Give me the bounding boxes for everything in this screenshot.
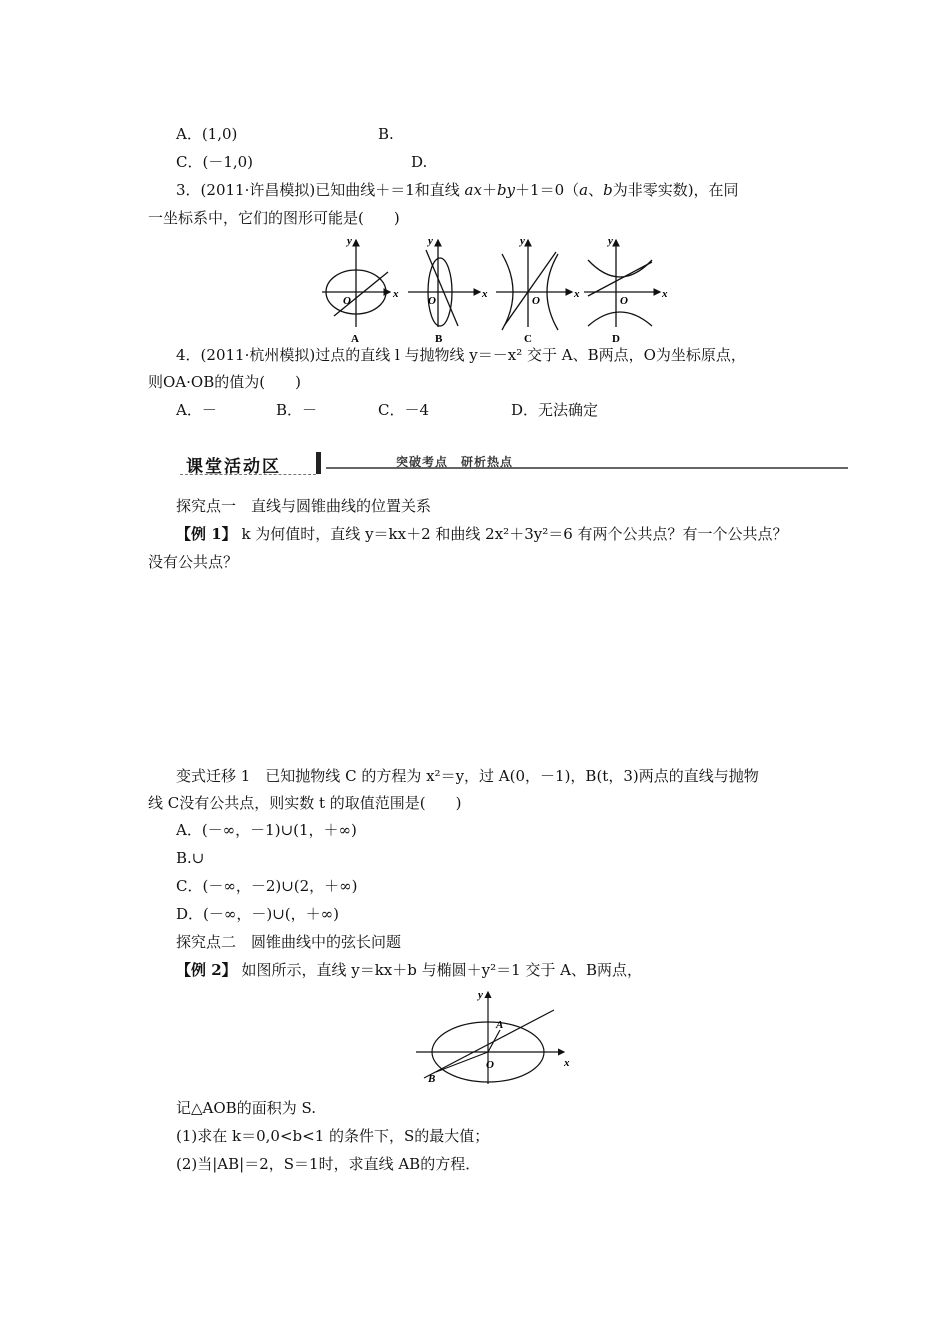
graph-d bbox=[584, 240, 660, 327]
q4-line-2: 则OA·OB的值为( ) bbox=[148, 373, 301, 391]
graph-a-x-label: x bbox=[393, 288, 399, 300]
example-1-line-2: 没有公共点？ bbox=[148, 553, 239, 571]
q3-line-1-mid: ＝0（ bbox=[539, 181, 580, 199]
example-1-text: k 为何值时，直线 y＝kx＋2 和曲线 2x²＋3y²＝6 有两个公共点？有一个公共点？ bbox=[241, 525, 788, 543]
graph-a-y-label: y bbox=[347, 235, 352, 247]
q2-option-c: C．(－1,0) bbox=[176, 153, 254, 171]
section-banner-dash bbox=[180, 474, 316, 475]
q3-figure bbox=[318, 232, 668, 348]
graph-b-origin: O bbox=[428, 295, 436, 307]
graph-b bbox=[408, 240, 480, 327]
graph-a bbox=[322, 240, 390, 327]
section-banner-bar bbox=[316, 452, 321, 474]
ex2-x-label: x bbox=[564, 1057, 570, 1069]
variant-1-line-2: 线 C没有公共点，则实数 t 的取值范围是( ) bbox=[148, 794, 462, 812]
example-2-svg bbox=[414, 986, 574, 1086]
graph-c-x-label: x bbox=[574, 288, 580, 300]
example-1-tag: 【例 1】 bbox=[176, 525, 237, 543]
q4-option-b: B．－ bbox=[276, 401, 318, 419]
ex2-point-a-label: A bbox=[496, 1019, 504, 1031]
graph-a-label: A bbox=[351, 333, 359, 345]
graph-d-y-label: y bbox=[608, 235, 613, 247]
variant-1-option-d: D．(－∞，－)∪(，＋∞) bbox=[176, 905, 339, 923]
ex2-segment-ob bbox=[436, 1052, 488, 1072]
q4-option-a: A．－ bbox=[176, 401, 217, 419]
graph-b-y-label: y bbox=[428, 235, 433, 247]
q4-option-c: C．－4 bbox=[378, 401, 430, 419]
q3-line-1-pre: 3．(2011·许昌模拟)已知曲线＋＝1和直线 bbox=[176, 181, 460, 199]
graph-a-origin: O bbox=[343, 295, 351, 307]
section-banner-title: 课堂活动区 bbox=[186, 457, 281, 477]
example-2-text: 如图所示，直线 y＝kx＋b 与椭圆＋y²＝1 交于 A、B两点， bbox=[241, 961, 643, 979]
graph-c-y-label: y bbox=[520, 235, 525, 247]
example-2-line-1 bbox=[176, 960, 642, 980]
example-2-tag: 【例 2】 bbox=[176, 961, 237, 979]
q2-option-b: B. bbox=[378, 125, 394, 143]
example-2-figure bbox=[414, 986, 574, 1086]
q4-option-d: D．无法确定 bbox=[511, 401, 599, 419]
ex2-point-b-label: B bbox=[428, 1073, 436, 1085]
q2-option-a: A．(1,0) bbox=[176, 125, 238, 143]
q4-line-1: 4．(2011·杭州模拟)过点的直线 l 与抛物线 y＝－x² 交于 A、B两点，O为坐标原点， bbox=[176, 346, 746, 364]
section-banner bbox=[176, 450, 848, 478]
q3-graphs-svg bbox=[318, 232, 668, 348]
section-banner-subtitle: 突破考点 研析热点 bbox=[396, 455, 514, 469]
q2-option-d: D. bbox=[411, 153, 428, 171]
variant-1-option-b: B.∪ bbox=[176, 849, 205, 867]
variant-1-option-c: C．(－∞，－2)∪(2，＋∞) bbox=[176, 877, 358, 895]
graph-b-label: B bbox=[435, 333, 443, 345]
ex2-origin-label: O bbox=[486, 1059, 494, 1071]
example-2-after-3: (2)当|AB|＝2，S＝1时，求直线 AB的方程． bbox=[176, 1155, 481, 1173]
variant-1-line-1: 变式迁移 1 已知抛物线 C 的方程为 x²＝y，过 A(0，－1)，B(t，3)两点的直线与抛物 bbox=[176, 767, 759, 785]
ex2-y-label: y bbox=[478, 989, 483, 1001]
q3-line-1-end: 为非零实数)，在同 bbox=[612, 181, 739, 199]
example-2-after-2: (1)求在 k＝0,0<b<1 的条件下，S的最大值； bbox=[176, 1127, 490, 1145]
graph-b-x-label: x bbox=[482, 288, 488, 300]
graph-c bbox=[496, 240, 572, 330]
example-1-line-1 bbox=[176, 524, 788, 544]
graph-d-label: D bbox=[612, 333, 620, 345]
explore-1-heading: 探究点一 直线与圆锥曲线的位置关系 bbox=[176, 497, 432, 515]
q3-line-1: 3．(2011·许昌模拟)已知曲线＋＝1和直线 ax＋by＋1＝0（a、b为非零实数)，在同 bbox=[176, 181, 739, 199]
variant-1-option-a: A．(－∞，－1)∪(1，＋∞) bbox=[176, 821, 357, 839]
ex2-segment-oa bbox=[488, 1030, 500, 1052]
graph-c-origin: O bbox=[532, 295, 540, 307]
q3-line-2: 一坐标系中，它们的图形可能是( ) bbox=[148, 209, 400, 227]
graph-d-x-label: x bbox=[662, 288, 668, 300]
example-2-after-1: 记△AOB的面积为 S. bbox=[176, 1099, 316, 1117]
graph-d-origin: O bbox=[620, 295, 628, 307]
graph-c-label: C bbox=[524, 333, 532, 345]
explore-2-heading: 探究点二 圆锥曲线中的弦长问题 bbox=[176, 933, 402, 951]
